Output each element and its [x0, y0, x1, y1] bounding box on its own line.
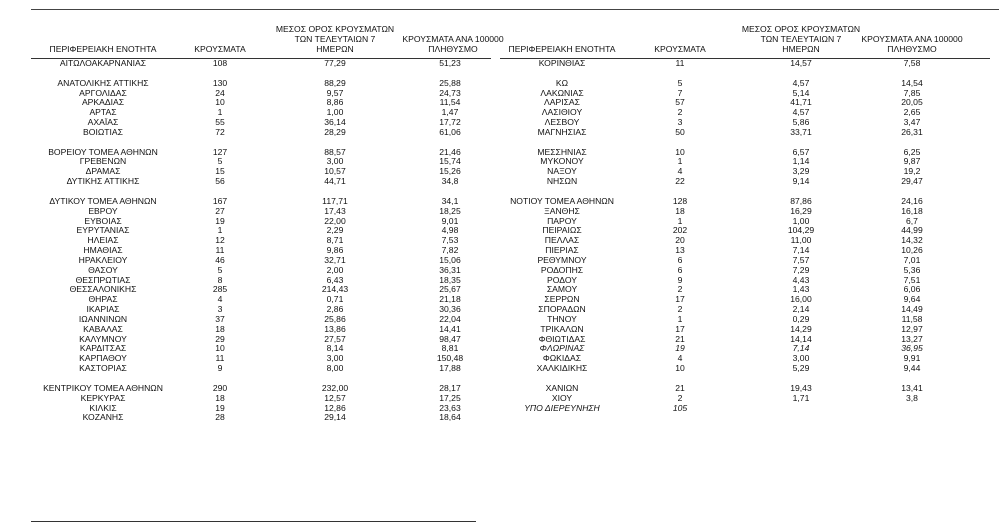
right-row-19-per: 10,26	[901, 245, 923, 256]
left-row-27-avg: 13,86	[324, 323, 346, 334]
left-row-14-per: 34,1	[441, 195, 459, 206]
left-row-15-cases: 27	[215, 205, 225, 216]
right-row-5-avg: 4,57	[792, 107, 810, 118]
left-row-14-region: ΔΥΤΙΚΟΥ ΤΟΜΕΑ ΑΘΗΝΩΝ	[49, 195, 157, 206]
left-row-4-region: ΑΡΚΑΔΙΑΣ	[81, 97, 125, 108]
left-row-4-avg: 8,86	[326, 97, 344, 108]
left-row-28-cases: 29	[215, 333, 225, 344]
right-row-7-avg: 33,71	[790, 126, 812, 137]
right-row-3-avg: 5,14	[792, 87, 810, 98]
right-row-11-cases: 4	[677, 166, 683, 177]
left-row-5-avg: 1,00	[326, 107, 344, 118]
left-row-20-avg: 32,71	[324, 254, 346, 265]
right-row-21-per: 5,36	[903, 264, 921, 275]
right-row-4-avg: 41,71	[790, 97, 812, 108]
right-row-30-avg: 3,00	[792, 353, 810, 364]
right-row-9-avg: 6,57	[792, 146, 810, 157]
left-row-31-region: ΚΑΣΤΟΡΙΑΣ	[79, 363, 127, 374]
right-row-35-region: ΥΠΟ ΔΙΕΡΕΥΝΗΣΗ	[524, 402, 600, 413]
left-row-10-cases: 5	[217, 156, 223, 167]
right-per-column	[882, 59, 942, 413]
right-row-16-per: 6,7	[906, 215, 918, 226]
left-row-11-avg: 10,57	[324, 166, 346, 177]
right-row-15-avg: 16,29	[790, 205, 812, 216]
right-row-16-region: ΠΑΡΟΥ	[547, 215, 577, 226]
left-row-30-per: 150,48	[436, 353, 464, 364]
left-row-23-avg: 214,43	[321, 284, 349, 295]
right-row-18-per: 14,32	[901, 235, 923, 246]
right-row-2-region: ΚΩ	[555, 77, 569, 88]
left-row-25-avg: 2,86	[326, 304, 344, 315]
left-row-30-cases: 11	[215, 353, 225, 364]
right-row-23-cases: 2	[677, 284, 683, 295]
left-row-33-region: ΚΕΝΤΡΙΚΟΥ ΤΟΜΕΑ ΑΘΗΝΩΝ	[43, 382, 163, 393]
left-row-19-cases: 11	[215, 245, 225, 256]
left-row-24-region: ΘΗΡΑΣ	[88, 294, 118, 305]
left-row-36-region: ΚΟΖΑΝΗΣ	[82, 412, 124, 423]
right-row-3-region: ΛΑΚΩΝΙΑΣ	[540, 87, 584, 98]
right-header-region: ΠΕΡΙΦΕΡΕΙΑΚΗ ΕΝΟΤΗΤΑ	[508, 44, 616, 54]
right-row-22-avg: 4,43	[792, 274, 810, 285]
left-row-26-region: ΙΩΑΝΝΙΝΩΝ	[78, 313, 128, 324]
right-row-27-cases: 17	[675, 323, 685, 334]
left-row-18-per: 7,53	[441, 235, 459, 246]
left-row-22-cases: 8	[217, 274, 223, 285]
right-row-28-region: ΦΘΙΩΤΙΔΑΣ	[538, 333, 586, 344]
left-row-31-per: 17,88	[439, 363, 461, 374]
right-row-9-region: ΜΕΣΣΗΝΙΑΣ	[537, 146, 587, 157]
right-row-12-cases: 22	[675, 176, 685, 187]
right-row-33-avg: 19,43	[790, 382, 812, 393]
left-row-20-region: ΗΡΑΚΛΕΙΟΥ	[78, 254, 128, 265]
left-row-21-avg: 2,00	[326, 264, 344, 275]
right-row-6-per: 3,47	[903, 117, 921, 128]
left-row-11-cases: 15	[215, 166, 225, 177]
right-row-11-per: 19,2	[903, 166, 921, 177]
right-row-31-per: 9,44	[903, 363, 921, 374]
left-row-33-per: 28,17	[439, 382, 461, 393]
left-row-16-avg: 22,00	[324, 215, 346, 226]
right-row-7-cases: 50	[675, 126, 685, 137]
left-row-30-region: ΚΑΡΠΑΘΟΥ	[79, 353, 127, 364]
left-row-2-cases: 130	[212, 77, 228, 88]
right-row-30-per: 9,91	[903, 353, 921, 364]
right-row-6-cases: 3	[677, 117, 683, 128]
left-row-29-avg: 8,14	[326, 343, 344, 354]
right-row-27-per: 12,97	[901, 323, 923, 334]
right-row-15-per: 16,18	[901, 205, 923, 216]
right-row-23-region: ΣΑΜΟΥ	[546, 284, 578, 295]
left-row-20-cases: 46	[215, 254, 225, 265]
right-row-19-avg: 7,14	[792, 245, 810, 256]
right-row-25-avg: 2,14	[792, 304, 810, 315]
left-row-26-avg: 25,86	[324, 313, 346, 324]
right-row-31-region: ΧΑΛΚΙΔΙΚΗΣ	[536, 363, 588, 374]
right-avg-column	[771, 59, 831, 413]
right-row-19-region: ΠΙΕΡΙΑΣ	[545, 245, 579, 256]
right-row-34-region: ΧΙΟΥ	[551, 392, 573, 403]
left-row-3-avg: 9,57	[326, 87, 344, 98]
right-row-7-region: ΜΑΓΝΗΣΙΑΣ	[537, 126, 587, 137]
right-row-30-region: ΦΩΚΙΔΑΣ	[542, 353, 582, 364]
right-row-6-avg: 5,86	[792, 117, 810, 128]
right-row-26-cases: 1	[677, 313, 683, 324]
left-row-27-region: ΚΑΒΑΛΑΣ	[83, 323, 123, 334]
right-row-34-cases: 2	[677, 392, 683, 403]
left-row-10-region: ΓΡΕΒΕΝΩΝ	[79, 156, 127, 167]
right-row-18-cases: 20	[675, 235, 685, 246]
left-row-25-region: ΙΚΑΡΙΑΣ	[86, 304, 120, 315]
left-row-34-region: ΚΕΡΚΥΡΑΣ	[80, 392, 126, 403]
right-row-21-avg: 7,29	[792, 264, 810, 275]
left-row-6-cases: 55	[215, 117, 225, 128]
left-row-19-region: ΗΜΑΘΙΑΣ	[83, 245, 123, 256]
left-row-35-avg: 12,86	[324, 402, 346, 413]
right-row-17-region: ΠΕΙΡΑΙΩΣ	[542, 225, 582, 236]
right-row-22-cases: 9	[677, 274, 683, 285]
left-row-15-avg: 17,43	[324, 205, 346, 216]
right-header-cases: ΚΡΟΥΣΜΑΤΑ	[654, 44, 706, 54]
left-row-29-per: 8,81	[441, 343, 459, 354]
left-row-16-per: 9,01	[441, 215, 459, 226]
right-row-22-region: ΡΟΔΟΥ	[547, 274, 577, 285]
right-row-25-region: ΣΠΟΡΑΔΩΝ	[538, 304, 586, 315]
left-row-24-cases: 4	[217, 294, 223, 305]
left-row-9-region: ΒΟΡΕΙΟΥ ΤΟΜΕΑ ΑΘΗΝΩΝ	[48, 146, 158, 157]
right-row-0-per: 7,58	[903, 58, 921, 68]
left-per-column	[420, 59, 480, 423]
right-row-14-per: 24,16	[901, 195, 923, 206]
right-row-25-per: 14,49	[901, 304, 923, 315]
right-row-4-region: ΛΑΡΙΣΑΣ	[544, 97, 580, 108]
right-row-2-per: 14,54	[901, 77, 923, 88]
left-row-12-per: 34,8	[441, 176, 459, 187]
left-row-27-cases: 18	[215, 323, 225, 334]
right-row-10-region: ΜΥΚΟΝΟΥ	[540, 156, 584, 167]
left-row-2-per: 25,88	[439, 77, 461, 88]
left-avg-column	[305, 59, 365, 423]
left-row-7-avg: 28,29	[324, 126, 346, 137]
left-row-29-cases: 10	[215, 343, 225, 354]
left-row-33-avg: 232,00	[321, 382, 349, 393]
right-row-29-region: ΦΛΩΡΙΝΑΣ	[539, 343, 585, 354]
right-row-35-per	[882, 404, 942, 414]
left-row-36-cases: 28	[215, 412, 225, 423]
left-row-9-avg: 88,57	[324, 146, 346, 157]
left-row-28-avg: 27,57	[324, 333, 346, 344]
right-row-28-avg: 14,14	[790, 333, 812, 344]
right-row-20-avg: 7,57	[792, 254, 810, 265]
left-row-0-avg: 77,29	[324, 58, 346, 68]
left-row-0-region: ΑΙΤΩΛΟΑΚΑΡΝΑΝΙΑΣ	[59, 58, 147, 68]
right-row-12-avg: 9,14	[792, 176, 810, 187]
left-row-21-cases: 5	[217, 264, 223, 275]
right-row-16-avg: 1,00	[792, 215, 810, 226]
left-row-26-per: 22,04	[439, 313, 461, 324]
right-row-30-cases: 4	[677, 353, 683, 364]
left-row-19-per: 7,82	[441, 245, 459, 256]
left-row-11-region: ΔΡΑΜΑΣ	[85, 166, 121, 177]
right-row-3-cases: 7	[677, 87, 683, 98]
left-row-17-cases: 1	[217, 225, 223, 236]
left-row-28-per: 98,47	[439, 333, 461, 344]
left-row-5-per: 1,47	[441, 107, 459, 118]
right-row-34-avg: 1,71	[792, 392, 810, 403]
left-row-9-per: 21,46	[439, 146, 461, 157]
right-row-29-per: 36,95	[901, 343, 923, 354]
left-region-column	[34, 59, 172, 423]
left-row-34-avg: 12,57	[324, 392, 346, 403]
right-row-28-per: 13,27	[901, 333, 923, 344]
right-row-25-cases: 2	[677, 304, 683, 315]
right-row-20-per: 7,01	[903, 254, 921, 265]
left-row-12-cases: 56	[215, 176, 225, 187]
left-row-9-cases: 127	[212, 146, 228, 157]
left-row-34-cases: 18	[215, 392, 225, 403]
left-row-23-cases: 285	[212, 284, 228, 295]
right-row-9-per: 6,25	[903, 146, 921, 157]
right-row-10-avg: 1,14	[792, 156, 810, 167]
right-row-11-region: ΝΑΞΟΥ	[547, 166, 577, 177]
left-header-per: ΚΡΟΥΣΜΑΤΑ ΑΝΑ 100000 ΠΛΗΘΥΣΜΟ	[402, 34, 504, 54]
left-row-18-cases: 12	[215, 235, 225, 246]
left-header-region: ΠΕΡΙΦΕΡΕΙΑΚΗ ΕΝΟΤΗΤΑ	[49, 44, 157, 54]
left-row-10-avg: 3,00	[326, 156, 344, 167]
left-row-18-avg: 8,71	[326, 235, 344, 246]
right-row-6-region: ΛΕΣΒΟΥ	[544, 117, 580, 128]
left-row-7-cases: 72	[215, 126, 225, 137]
right-row-15-region: ΞΑΝΘΗΣ	[544, 205, 580, 216]
right-row-20-cases: 6	[677, 254, 683, 265]
left-row-0-per: 51,23	[439, 58, 461, 68]
right-row-5-cases: 2	[677, 107, 683, 118]
left-row-22-per: 18,35	[439, 274, 461, 285]
right-row-35-cases: 105	[672, 402, 688, 413]
left-row-7-per: 61,06	[439, 126, 461, 137]
right-row-14-avg: 87,86	[790, 195, 812, 206]
left-row-31-cases: 9	[217, 363, 223, 374]
left-row-33-cases: 290	[212, 382, 228, 393]
left-row-2-region: ΑΝΑΤΟΛΙΚΗΣ ΑΤΤΙΚΗΣ	[57, 77, 149, 88]
left-row-2-avg: 88,29	[324, 77, 346, 88]
right-row-9-cases: 10	[675, 146, 685, 157]
left-row-17-avg: 2,29	[326, 225, 344, 236]
left-row-30-avg: 3,00	[326, 353, 344, 364]
left-row-4-per: 11,54	[439, 97, 461, 108]
right-row-7-per: 26,31	[901, 126, 923, 137]
left-row-27-per: 14,41	[439, 323, 461, 334]
left-row-23-per: 25,67	[439, 284, 461, 295]
right-row-29-avg: 7,14	[792, 343, 810, 354]
bottom-rule	[31, 521, 476, 522]
left-row-25-cases: 3	[217, 304, 223, 315]
top-rule	[31, 9, 999, 10]
right-row-2-cases: 5	[677, 77, 683, 88]
left-row-29-region: ΚΑΡΔΙΤΣΑΣ	[79, 343, 127, 354]
left-row-35-region: ΚΙΛΚΙΣ	[89, 402, 117, 413]
right-row-14-region: ΝΟΤΙΟΥ ΤΟΜΕΑ ΑΘΗΝΩΝ	[510, 195, 614, 206]
left-row-14-avg: 117,71	[322, 195, 348, 206]
left-row-31-avg: 8,00	[326, 363, 344, 374]
right-row-19-cases: 13	[675, 245, 685, 256]
right-row-4-per: 20,05	[901, 97, 923, 108]
right-row-18-region: ΠΕΛΛΑΣ	[544, 235, 580, 246]
right-row-18-avg: 11,00	[790, 235, 812, 246]
right-row-21-cases: 6	[677, 264, 683, 275]
left-row-24-per: 21,18	[439, 294, 461, 305]
left-row-15-region: ΕΒΡΟΥ	[88, 205, 118, 216]
right-row-23-per: 6,06	[903, 284, 921, 295]
left-row-17-per: 4,98	[441, 225, 459, 236]
right-row-15-cases: 18	[675, 205, 685, 216]
right-row-4-cases: 57	[675, 97, 685, 108]
left-row-16-cases: 19	[215, 215, 225, 226]
right-row-5-per: 2,65	[903, 107, 921, 118]
right-row-33-region: ΧΑΝΙΩΝ	[545, 382, 579, 393]
right-row-28-cases: 21	[675, 333, 685, 344]
right-row-29-cases: 19	[675, 343, 685, 354]
right-row-27-avg: 14,29	[790, 323, 812, 334]
left-row-35-cases: 19	[215, 402, 225, 413]
left-row-3-region: ΑΡΓΟΛΙΔΑΣ	[79, 87, 127, 98]
left-row-17-region: ΕΥΡΥΤΑΝΙΑΣ	[76, 225, 130, 236]
left-row-21-per: 36,31	[439, 264, 461, 275]
left-row-6-region: ΑΧΑΪΑΣ	[87, 117, 119, 128]
right-row-20-region: ΡΕΘΥΜΝΟΥ	[537, 254, 587, 265]
right-row-17-cases: 202	[672, 225, 688, 236]
right-row-0-avg: 14,57	[790, 58, 812, 68]
right-row-0-cases: 11	[675, 58, 685, 68]
left-row-11-per: 15,26	[439, 166, 461, 177]
left-row-6-per: 17,72	[439, 117, 461, 128]
left-row-28-region: ΚΑΛΥΜΝΟΥ	[79, 333, 127, 344]
right-row-16-cases: 1	[677, 215, 683, 226]
right-row-11-avg: 3,29	[792, 166, 810, 177]
left-row-34-per: 17,25	[439, 392, 461, 403]
left-row-7-region: ΒΟΙΩΤΙΑΣ	[83, 126, 123, 137]
left-row-3-cases: 24	[215, 87, 225, 98]
left-row-23-region: ΘΕΣΣΑΛΟΝΙΚΗΣ	[69, 284, 137, 295]
left-row-10-per: 15,74	[439, 156, 461, 167]
right-header-avg: ΜΕΣΟΣ ΟΡΟΣ ΚΡΟΥΣΜΑΤΩΝ ΤΩΝ ΤΕΛΕΥΤΑΙΩΝ 7 ΗΜΕΡΩΝ	[741, 24, 861, 54]
right-row-26-region: ΤΗΝΟΥ	[547, 313, 577, 324]
left-row-18-region: ΗΛΕΙΑΣ	[87, 235, 119, 246]
left-row-22-avg: 6,43	[326, 274, 344, 285]
right-row-31-avg: 5,29	[792, 363, 810, 374]
right-row-17-avg: 104,29	[787, 225, 815, 236]
right-row-33-per: 13,41	[901, 382, 923, 393]
left-row-14-cases: 167	[212, 195, 228, 206]
right-row-33-cases: 21	[675, 382, 685, 393]
right-row-21-region: ΡΟΔΟΠΗΣ	[540, 264, 584, 275]
right-row-34-per: 3,8	[906, 392, 918, 403]
right-region-column	[496, 59, 628, 413]
left-header-cases: ΚΡΟΥΣΜΑΤΑ	[194, 44, 246, 54]
right-header-per: ΚΡΟΥΣΜΑΤΑ ΑΝΑ 100000 ΠΛΗΘΥΣΜΟ	[861, 34, 963, 54]
right-row-26-per: 11,58	[901, 313, 923, 324]
right-row-12-region: ΝΗΣΩΝ	[546, 176, 578, 187]
right-row-31-cases: 10	[675, 363, 685, 374]
right-row-23-avg: 1,43	[792, 284, 810, 295]
left-row-15-per: 18,25	[439, 205, 461, 216]
left-row-36-avg: 29,14	[324, 412, 346, 423]
left-row-26-cases: 37	[215, 313, 225, 324]
left-row-5-cases: 1	[217, 107, 223, 118]
left-cases-column	[200, 59, 240, 423]
right-row-5-region: ΛΑΣΙΘΙΟΥ	[541, 107, 583, 118]
right-row-27-region: ΤΡΙΚΑΛΩΝ	[540, 323, 584, 334]
left-row-36-per: 18,64	[439, 412, 461, 423]
left-row-21-region: ΘΑΣΟΥ	[88, 264, 118, 275]
right-row-0-region: ΚΟΡΙΝΘΙΑΣ	[538, 58, 586, 68]
left-header-avg: ΜΕΣΟΣ ΟΡΟΣ ΚΡΟΥΣΜΑΤΩΝ ΤΩΝ ΤΕΛΕΥΤΑΙΩΝ 7 ΗΜΕΡΩΝ	[275, 24, 395, 54]
left-row-20-per: 15,06	[439, 254, 461, 265]
right-row-24-cases: 17	[675, 294, 685, 305]
right-row-22-per: 7,51	[903, 274, 921, 285]
right-row-24-per: 9,64	[903, 294, 921, 305]
left-row-12-avg: 44,71	[324, 176, 346, 187]
left-row-0-cases: 108	[212, 58, 228, 68]
left-row-24-avg: 0,71	[326, 294, 344, 305]
right-row-3-per: 7,85	[903, 87, 921, 98]
left-row-16-region: ΕΥΒΟΙΑΣ	[84, 215, 122, 226]
right-row-12-per: 29,47	[901, 176, 923, 187]
right-row-35-avg	[771, 404, 831, 414]
left-row-5-region: ΑΡΤΑΣ	[89, 107, 117, 118]
left-row-3-per: 24,73	[439, 87, 461, 98]
right-row-24-region: ΣΕΡΡΩΝ	[544, 294, 580, 305]
left-row-12-region: ΔΥΤΙΚΗΣ ΑΤΤΙΚΗΣ	[66, 176, 140, 187]
left-row-4-cases: 10	[215, 97, 225, 108]
right-row-10-cases: 1	[677, 156, 683, 167]
right-row-2-avg: 4,57	[792, 77, 810, 88]
right-row-26-avg: 0,29	[792, 313, 810, 324]
right-row-17-per: 44,99	[901, 225, 923, 236]
left-row-22-region: ΘΕΣΠΡΩΤΙΑΣ	[75, 274, 131, 285]
right-row-10-per: 9,87	[903, 156, 921, 167]
right-cases-column	[660, 59, 700, 413]
right-row-14-cases: 128	[672, 195, 688, 206]
left-row-6-avg: 36,14	[324, 117, 346, 128]
left-row-35-per: 23,63	[439, 402, 461, 413]
left-row-19-avg: 9,86	[326, 245, 344, 256]
left-row-25-per: 30,36	[439, 304, 461, 315]
right-row-24-avg: 16,00	[790, 294, 812, 305]
